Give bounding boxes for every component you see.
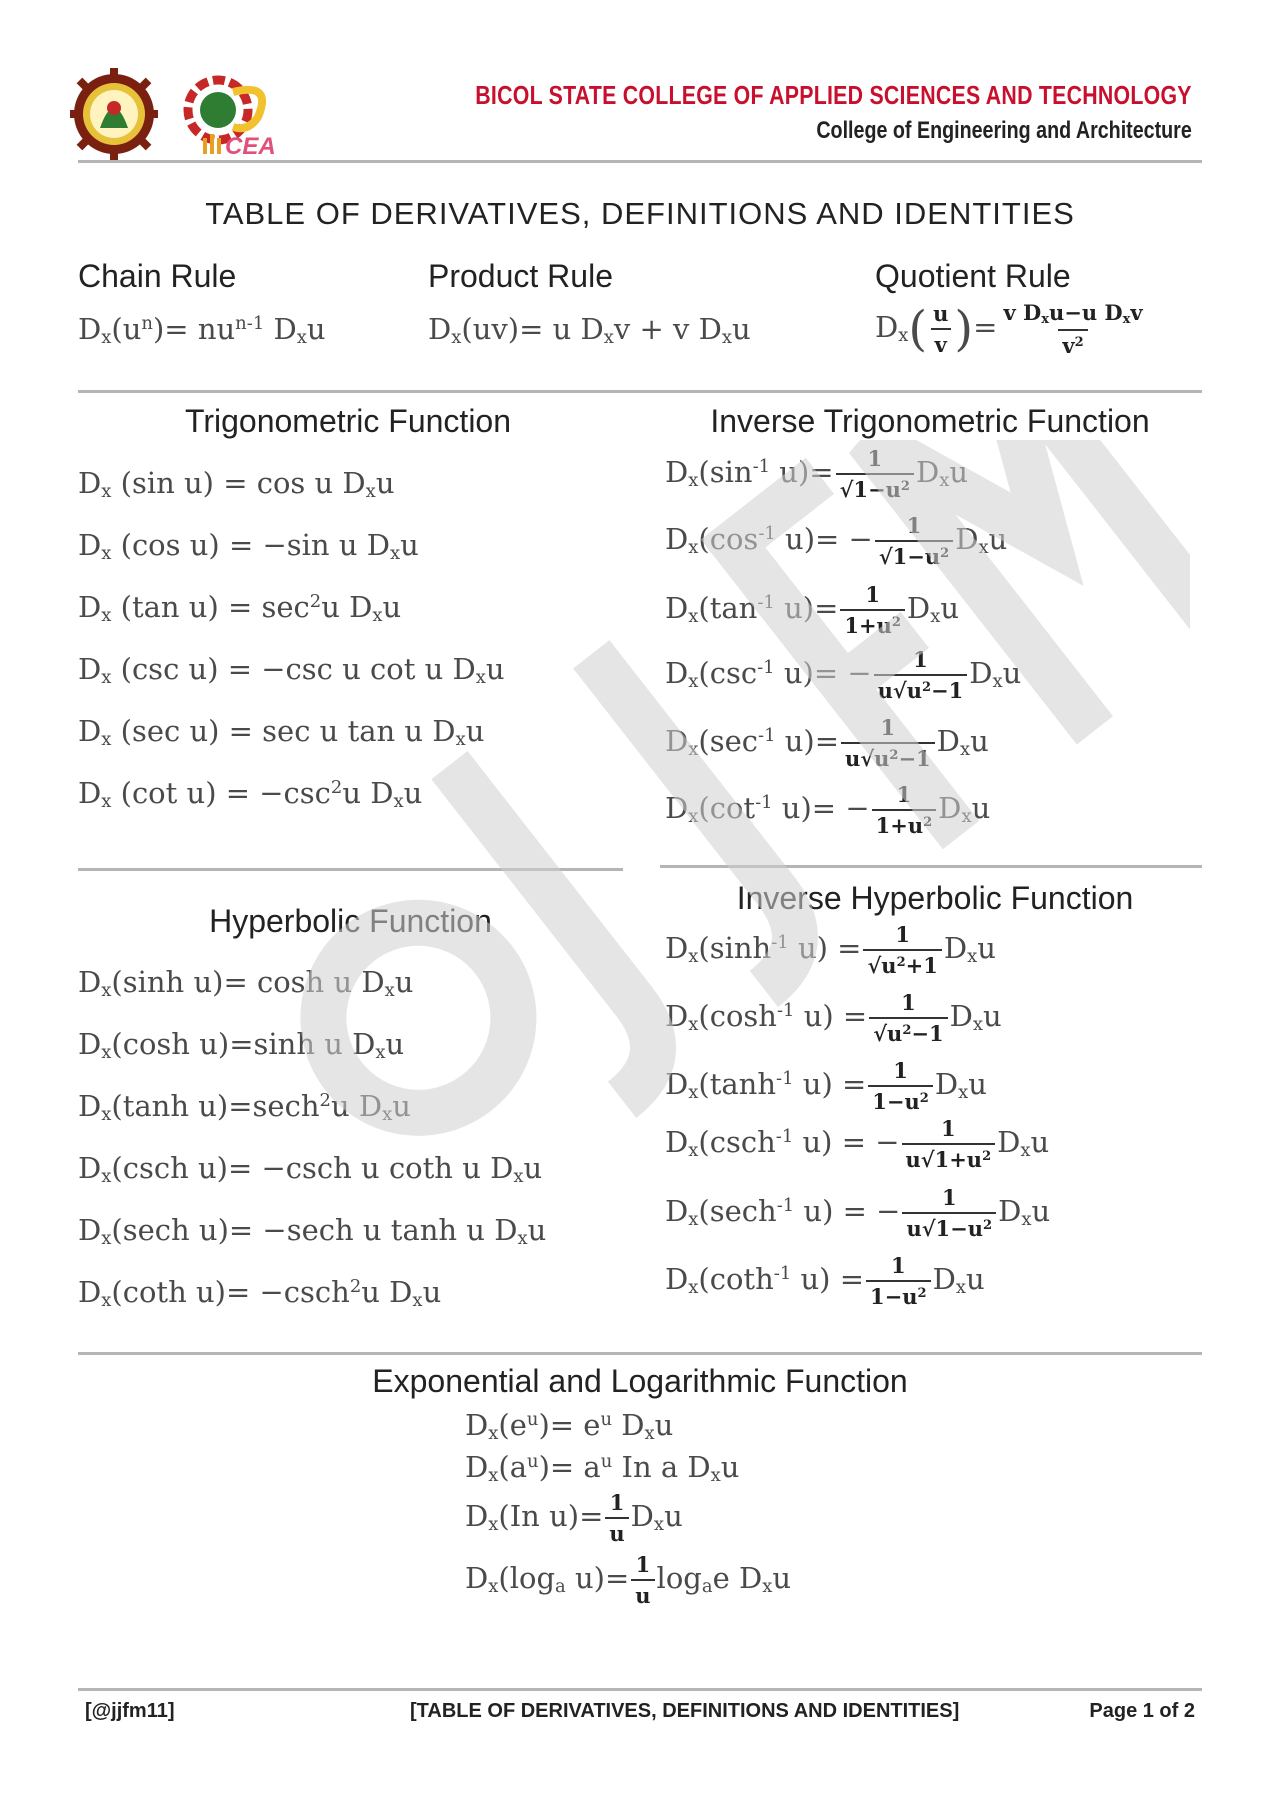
inv-trig-cot: $D_x(\cot^{-1}$ u)= − $\frac{1}{1+u^2}$ $D_xu$ xyxy=(665,782,991,838)
inv-hyp-tanh: $D_x(\tanh^{-1}$ u) = $\frac{1}{1-u^2}$ $D_xu$ xyxy=(665,1058,987,1114)
trig-divider-right xyxy=(660,865,1202,868)
hyp-sech: $D_x(\sec h$ u)= −sech u tanh u $D_xu$ xyxy=(78,1213,547,1249)
inv-hyp-coth: $D_x(\cot h^{-1}$ u) = $\frac{1}{1-u^2}$ $D_xu$ xyxy=(665,1253,985,1309)
footer-page-number: Page 1 of 2 xyxy=(1089,1700,1195,1722)
product-rule-heading: Product Rule xyxy=(428,258,613,294)
explog-heading: Exponential and Logarithmic Function xyxy=(372,1363,908,1399)
exp-e: $D_x(e^u)= e^u$ $D_xu$ xyxy=(465,1408,674,1444)
trig-cot: $D_x$ (cot $u) = -\csc^2u$ $D_xu$ xyxy=(78,776,423,812)
inv-trig-sec: $D_x(\sec^{-1}$ u)= $\frac{1}{u√u^2-1}$ $D_xu$ xyxy=(665,715,989,771)
hyp-coth: $D_x(\cot h$ u)= −csch$^2$u $D_xu$ xyxy=(78,1275,442,1311)
product-rule-formula: $D_x(uv)= u$ $D_xv + v$ $D_xu$ xyxy=(428,312,751,348)
log-ln: $D_x(In$ u)= $\frac{1}{u}$ $D_xu$ xyxy=(465,1490,683,1546)
footer-handle: [@jjfm11] xyxy=(85,1700,175,1722)
trig-heading: Trigonometric Function xyxy=(184,403,512,439)
trig-sin: $D_x$ (sin u) = cos u $D_xu$ xyxy=(78,466,395,502)
chain-rule-heading: Chain Rule xyxy=(78,258,237,294)
inv-trig-sin: $D_x(\sin^{-1}$ u)= $\frac{1}{√1-u^2}$ $D_xu$ xyxy=(665,446,969,502)
inv-trig-csc: $D_x(\csc^{-1}$ u)= − $\frac{1}{u√u^2-1}$ $D_xu$ xyxy=(665,647,1022,703)
inv-hyp-sech: $D_x(\sec h^{-1}$ u) = − $\frac{1}{u√1-u^2}$ $D_xu$ xyxy=(665,1185,1051,1241)
cea-logo xyxy=(183,72,278,158)
page-title: TABLE OF DERIVATIVES, DEFINITIONS AND IDENTITIES xyxy=(205,196,1075,231)
inv-trig-tan: $D_x(\tan^{-1}$ u)= $\frac{1}{1+u^2}$ $D_xu$ xyxy=(665,582,960,638)
hyp-cosh: $D_x(\cosh$ u)=sinh u $D_xu$ xyxy=(78,1027,405,1063)
inv-hyp-csch: $D_x(\csc h^{-1}$ u) = − $\frac{1}{u√1+u^2}$ $D_xu$ xyxy=(665,1116,1050,1172)
bscat-seal-logo xyxy=(70,68,158,160)
school-header xyxy=(475,80,1192,145)
quotient-rule-formula: $D_x$( $\frac{u}{v}$ )= $\frac{v D_xu-u D_xv}{v^2}$ xyxy=(875,300,1143,358)
exp-a: $D_x(a^u)= a^u$ In a $D_xu$ xyxy=(465,1450,740,1486)
cea-logo-text: CEA xyxy=(225,133,276,158)
trig-sec: $D_x$ (sec u) = sec u tan u $D_xu$ xyxy=(78,714,485,750)
footer-divider xyxy=(78,1688,1202,1691)
hyperbolic-heading: Hyperbolic Function xyxy=(209,903,492,939)
footer-title: [TABLE OF DERIVATIVES, DEFINITIONS AND IDENTITIES] xyxy=(410,1700,960,1722)
hyp-sinh: $D_x(\sinh$ u)= cosh u $D_xu$ xyxy=(78,965,414,1001)
trig-csc: $D_x$ (csc u) = −csc u cot u $D_xu$ xyxy=(78,652,505,688)
trig-cos: $D_x$ (cos u) = −sin u $D_xu$ xyxy=(78,528,419,564)
log-loga: $D_x(\log_a$ u)= $\frac{1}{u}$ $\log_ae$ $D_xu$ xyxy=(465,1552,792,1608)
chain-rule-formula: $D_x(u^n)= nu^{n-1}$ $D_xu$ xyxy=(78,312,326,348)
inverse-trig-heading: Inverse Trigonometric Function xyxy=(710,403,1150,439)
quotient-rule-heading: Quotient Rule xyxy=(875,258,1071,294)
hyp-tanh: $D_x(\tanh$ u)=sech$^2$u $D_xu$ xyxy=(78,1089,411,1125)
hyp-csch: $D_x(\csc h$ u)= −csch u coth u $D_xu$ xyxy=(78,1151,543,1187)
school-name: BICOL STATE COLLEGE OF APPLIED SCIENCES AND TECHNOLOGY xyxy=(475,80,1192,110)
trig-divider-left xyxy=(78,868,623,871)
inverse-hyperbolic-heading: Inverse Hyperbolic Function xyxy=(736,880,1134,916)
inv-trig-cos: $D_x(\cos^{-1}$ u)= − $\frac{1}{√1-u^2}$ $D_xu$ xyxy=(665,513,1008,569)
inv-hyp-cosh: $D_x(\cosh^{-1}$ u) = $\frac{1}{√u^2-1}$ $D_xu$ xyxy=(665,990,1002,1046)
hyperbolic-divider xyxy=(78,1352,1202,1355)
trig-tan: $D_x$ (tan $u) = \sec^2u$ $D_xu$ xyxy=(78,590,402,626)
header-divider xyxy=(78,160,1202,163)
rules-divider xyxy=(78,390,1202,393)
college-name: College of Engineering and Architecture xyxy=(816,117,1192,144)
inv-hyp-sinh: $D_x(\sinh^{-1}$ u) = $\frac{1}{√u^2+1}$ $D_xu$ xyxy=(665,922,996,978)
